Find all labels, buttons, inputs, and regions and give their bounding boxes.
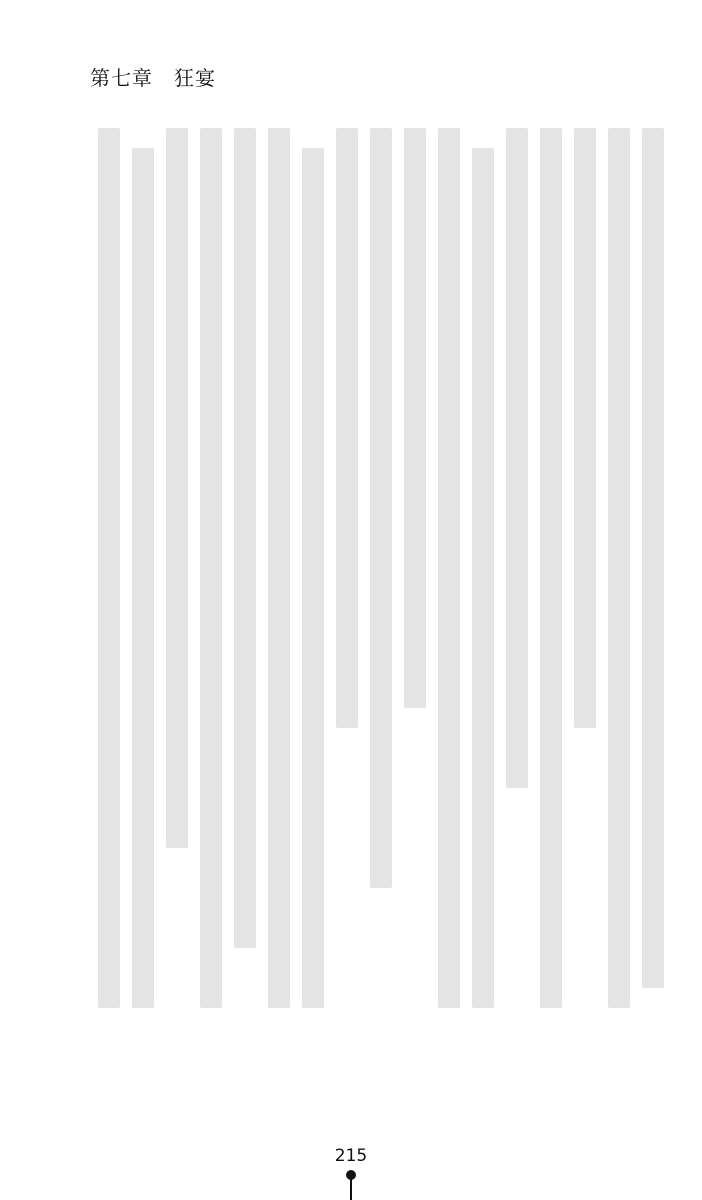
chapter-title: 第七章 狂宴 [90,66,216,90]
text-column [234,128,256,948]
text-column [132,148,154,1008]
text-column [166,128,188,848]
text-column [302,148,324,1008]
text-column [336,128,358,728]
text-column [540,128,562,1008]
text-column [404,128,426,708]
text-column [268,128,290,1008]
text-column [370,128,392,888]
text-column [200,128,222,1008]
text-column [608,128,630,1008]
text-column [642,128,664,988]
body-text-columns-omitted [98,128,664,1008]
text-column [506,128,528,788]
page-marker-line [350,1178,352,1200]
text-column [472,148,494,1008]
text-column [438,128,460,1008]
text-column [574,128,596,728]
text-column [98,128,120,1008]
page-number: 215 [334,1146,368,1166]
